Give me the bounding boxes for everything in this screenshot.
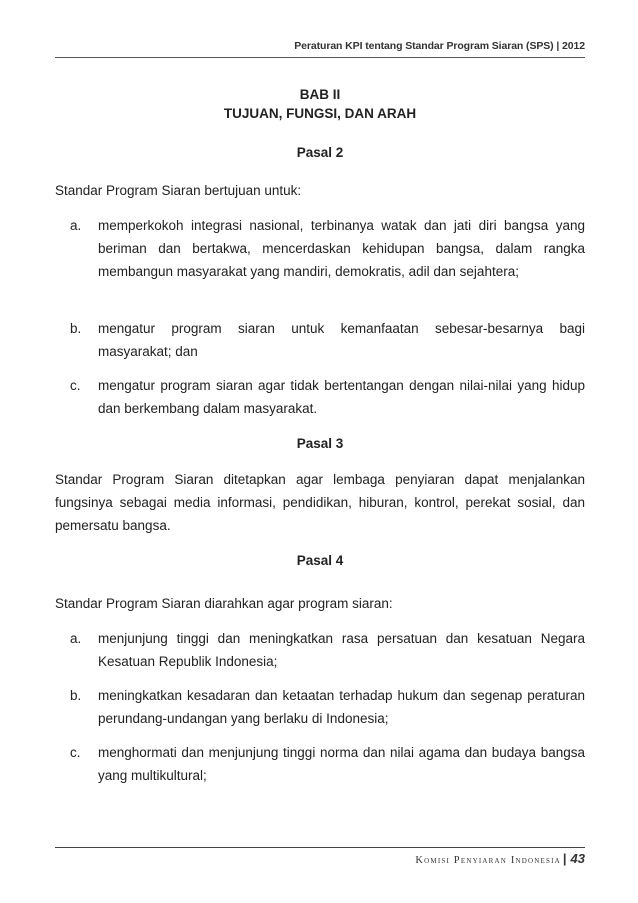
list-item-text: menghormati dan menjunjung tinggi norma dan nilai agama dan budaya bangsa yang multikultural; — [98, 745, 585, 783]
page-footer — [415, 851, 585, 866]
pasal-4-heading: Pasal 4 — [296, 553, 344, 568]
list-marker: a. — [70, 218, 82, 233]
list-item-text: menjunjung tinggi dan meningkatkan rasa persatuan dan kesatuan Negara Kesatuan Republik Indonesia; — [98, 631, 585, 669]
pasal-2-heading: Pasal 2 — [296, 145, 344, 160]
list-marker: c. — [70, 745, 81, 760]
pasal-4-item-c — [55, 741, 585, 787]
list-marker: b. — [70, 321, 82, 336]
list-item-text: meningkatkan kesadaran dan ketaatan terhadap hukum dan segenap peraturan perundang-undangan yang berlaku di Indonesia; — [98, 688, 585, 726]
pasal-2-intro: Standar Program Siaran bertujuan untuk: — [55, 183, 302, 198]
list-marker: c. — [70, 378, 81, 393]
footer-rule — [55, 847, 585, 848]
pasal-2-item-c — [55, 374, 585, 420]
list-item-text: memperkokoh integrasi nasional, terbinanya watak dan jati diri bangsa yang beriman dan bertakwa, mencerdaskan kehidupan bangsa, dalam rangka membangun masyarakat yang mandiri, demokratis, adil dan sejahtera; — [98, 218, 585, 279]
pasal-3-text: Standar Program Siaran ditetapkan agar lembaga penyiaran dapat menjalankan fungsinya sebagai media informasi, pendidikan, hiburan, kontrol, perekat sosial, dan pemersatu bangsa. — [55, 472, 585, 533]
list-item-text: mengatur program siaran agar tidak bertentangan dengan nilai-nilai yang hidup dan berkembang dalam masyarakat. — [98, 378, 585, 416]
pasal-4-item-b — [55, 684, 585, 730]
chapter-number: BAB II — [299, 87, 341, 102]
pasal-2-item-b — [55, 317, 585, 363]
list-item-text: mengatur program siaran untuk kemanfaatan sebesar-besarnya bagi masyarakat; dan — [98, 321, 585, 359]
page-number: 43 — [570, 851, 585, 866]
list-marker: b. — [70, 688, 82, 703]
pasal-2-item-a — [55, 214, 585, 283]
list-marker: a. — [70, 631, 82, 646]
chapter-title: TUJUAN, FUNGSI, DAN ARAH — [223, 106, 417, 121]
header-rule — [55, 57, 585, 58]
footer-organization: Komisi Penyiaran Indonesia — [415, 855, 561, 866]
footer-separator: | — [562, 851, 567, 866]
pasal-4-intro: Standar Program Siaran diarahkan agar program siaran: — [55, 596, 393, 611]
pasal-3-heading: Pasal 3 — [296, 436, 344, 451]
pasal-4-item-a — [55, 627, 585, 673]
running-header: Peraturan KPI tentang Standar Program Siaran (SPS) | 2012 — [294, 40, 585, 52]
